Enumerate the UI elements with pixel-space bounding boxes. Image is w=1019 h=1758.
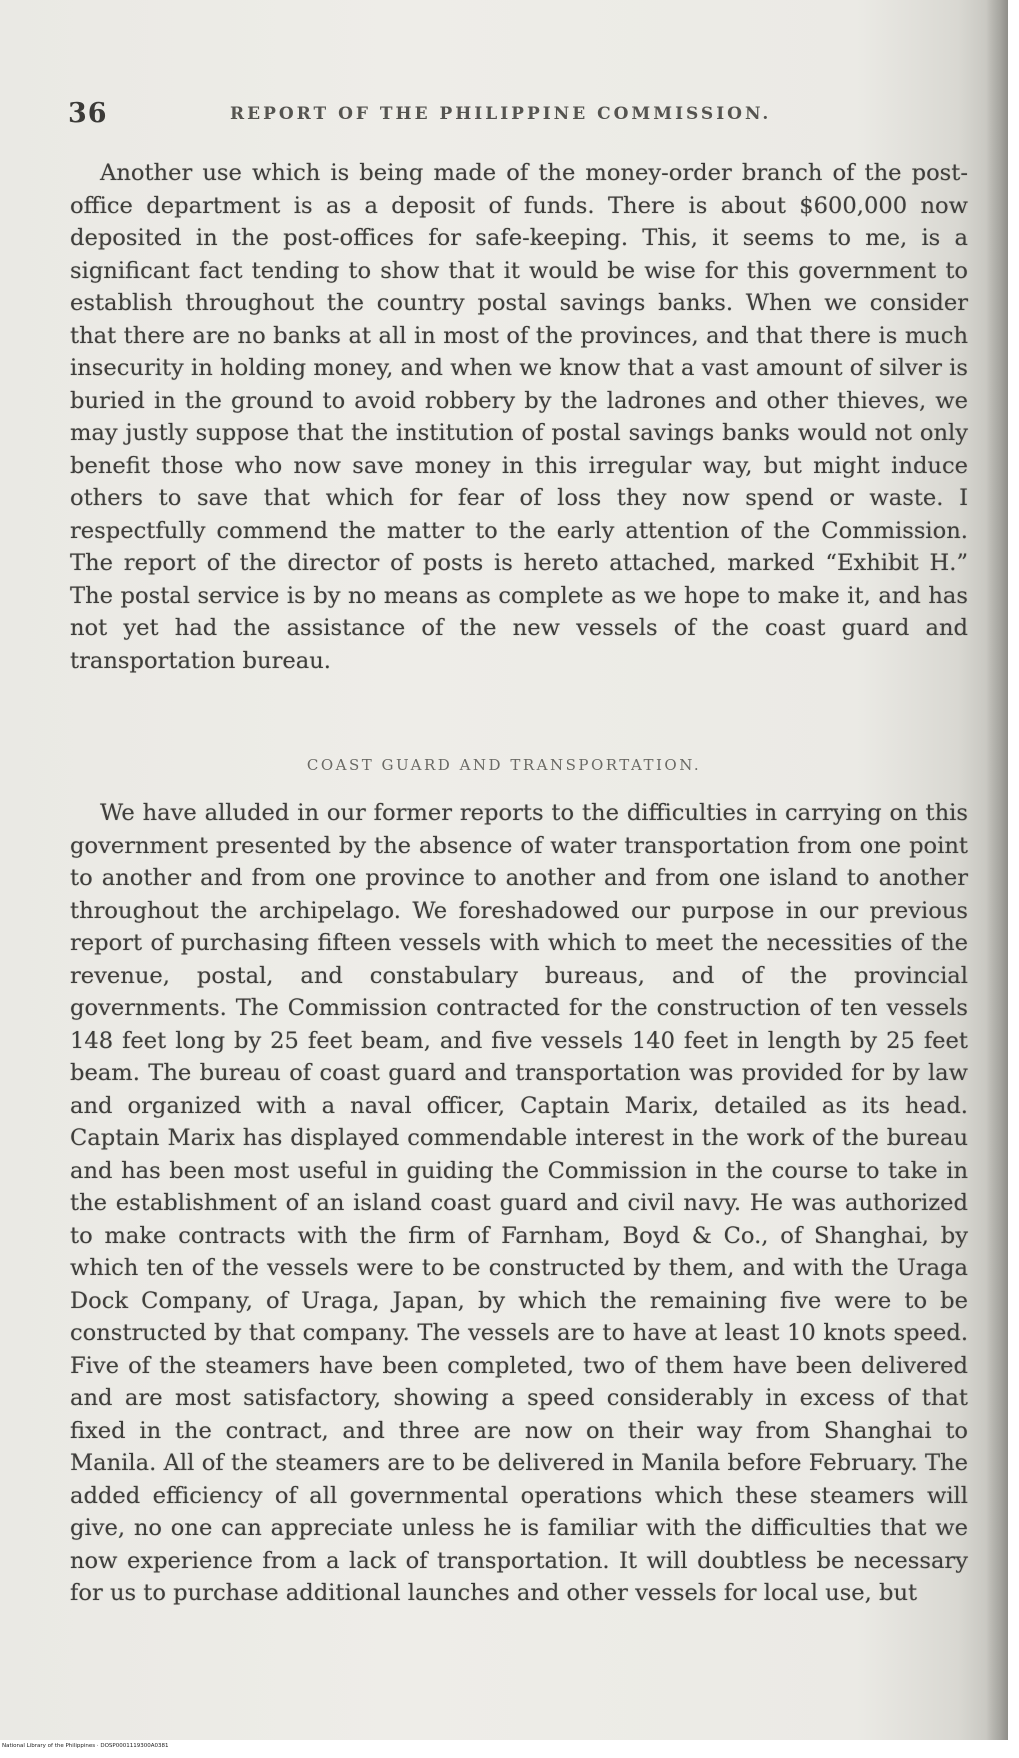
paragraph-postal-savings: Another use which is being made of the money-order branch of the post-office department is as a deposit of funds. There is about $600,000 now deposited in the post-offices for safe-keeping. This, it seems to me, is a significant fact tending to show that it would be wise for this government to establish throughout the country postal savings banks. When we consider that there are no banks at all in most of the provinces, and that there is much insecurity in holding money, and when we know that a vast amount of silver is buried in the ground to avoid robbery by the ladrones and other thieves, we may justly suppose that the institution of postal savings banks would not only benefit those who now save money in this irregular way, but might induce others to save that which for fear of loss they now spend or waste. I respectfully commend the matter to the early attention of the Commission. The report of the director of posts is hereto attached, marked “Exhibit H.” The postal service is by no means as complete as we hope to make it, and has not yet had the assistance of the new vessels of the coast guard and transportation bureau.: [70, 160, 968, 674]
section-heading: COAST GUARD AND TRANSPORTATION.: [306, 756, 702, 774]
page-number: 36: [68, 98, 108, 129]
page-header: [68, 98, 958, 128]
page-edge-shadow: [986, 0, 1008, 1740]
scan-credit: National Library of the Philippines · DOSP0001119300A0381: [2, 1743, 169, 1749]
running-head: REPORT OF THE PHILIPPINE COMMISSION.: [230, 104, 772, 124]
paragraph-coast-guard: We have alluded in our former reports to the difficulties in carrying on this government presented by the absence of water transportation from one point to another and from one province to another and from one island to another throughout the archipelago. We foreshadowed our purpose in our previous report of purchasing fifteen vessels with which to meet the necessities of the revenue, postal, and constabulary bureaus, and of the provincial governments. The Commission contracted for the construction of ten vessels 148 feet long by 25 feet beam, and five vessels 140 feet in length by 25 feet beam. The bureau of coast guard and transportation was provided for by law and organized with a naval officer, Captain Marix, detailed as its head. Captain Marix has displayed commendable interest in the work of the bureau and has been most useful in guiding the Commission in the course to take in the establishment of an island coast guard and civil navy. He was authorized to make contracts with the firm of Farnham, Boyd & Co., of Shanghai, by which ten of the vessels were to be constructed by them, and with the Uraga Dock Company, of Uraga, Japan, by which the remaining five were to be constructed by that company. The vessels are to have at least 10 knots speed. Five of the steamers have been completed, two of them have been delivered and are most satisfactory, showing a speed considerably in excess of that fixed in the contract, and three are now on their way from Shanghai to Manila. All of the steamers are to be delivered in Manila before February. The added efficiency of all governmental operations which these steamers will give, no one can appreciate unless he is familiar with the difficulties that we now experience from a lack of transportation. It will doubtless be necessary for us to purchase additional launches and other vessels for local use, but: [70, 800, 968, 1606]
